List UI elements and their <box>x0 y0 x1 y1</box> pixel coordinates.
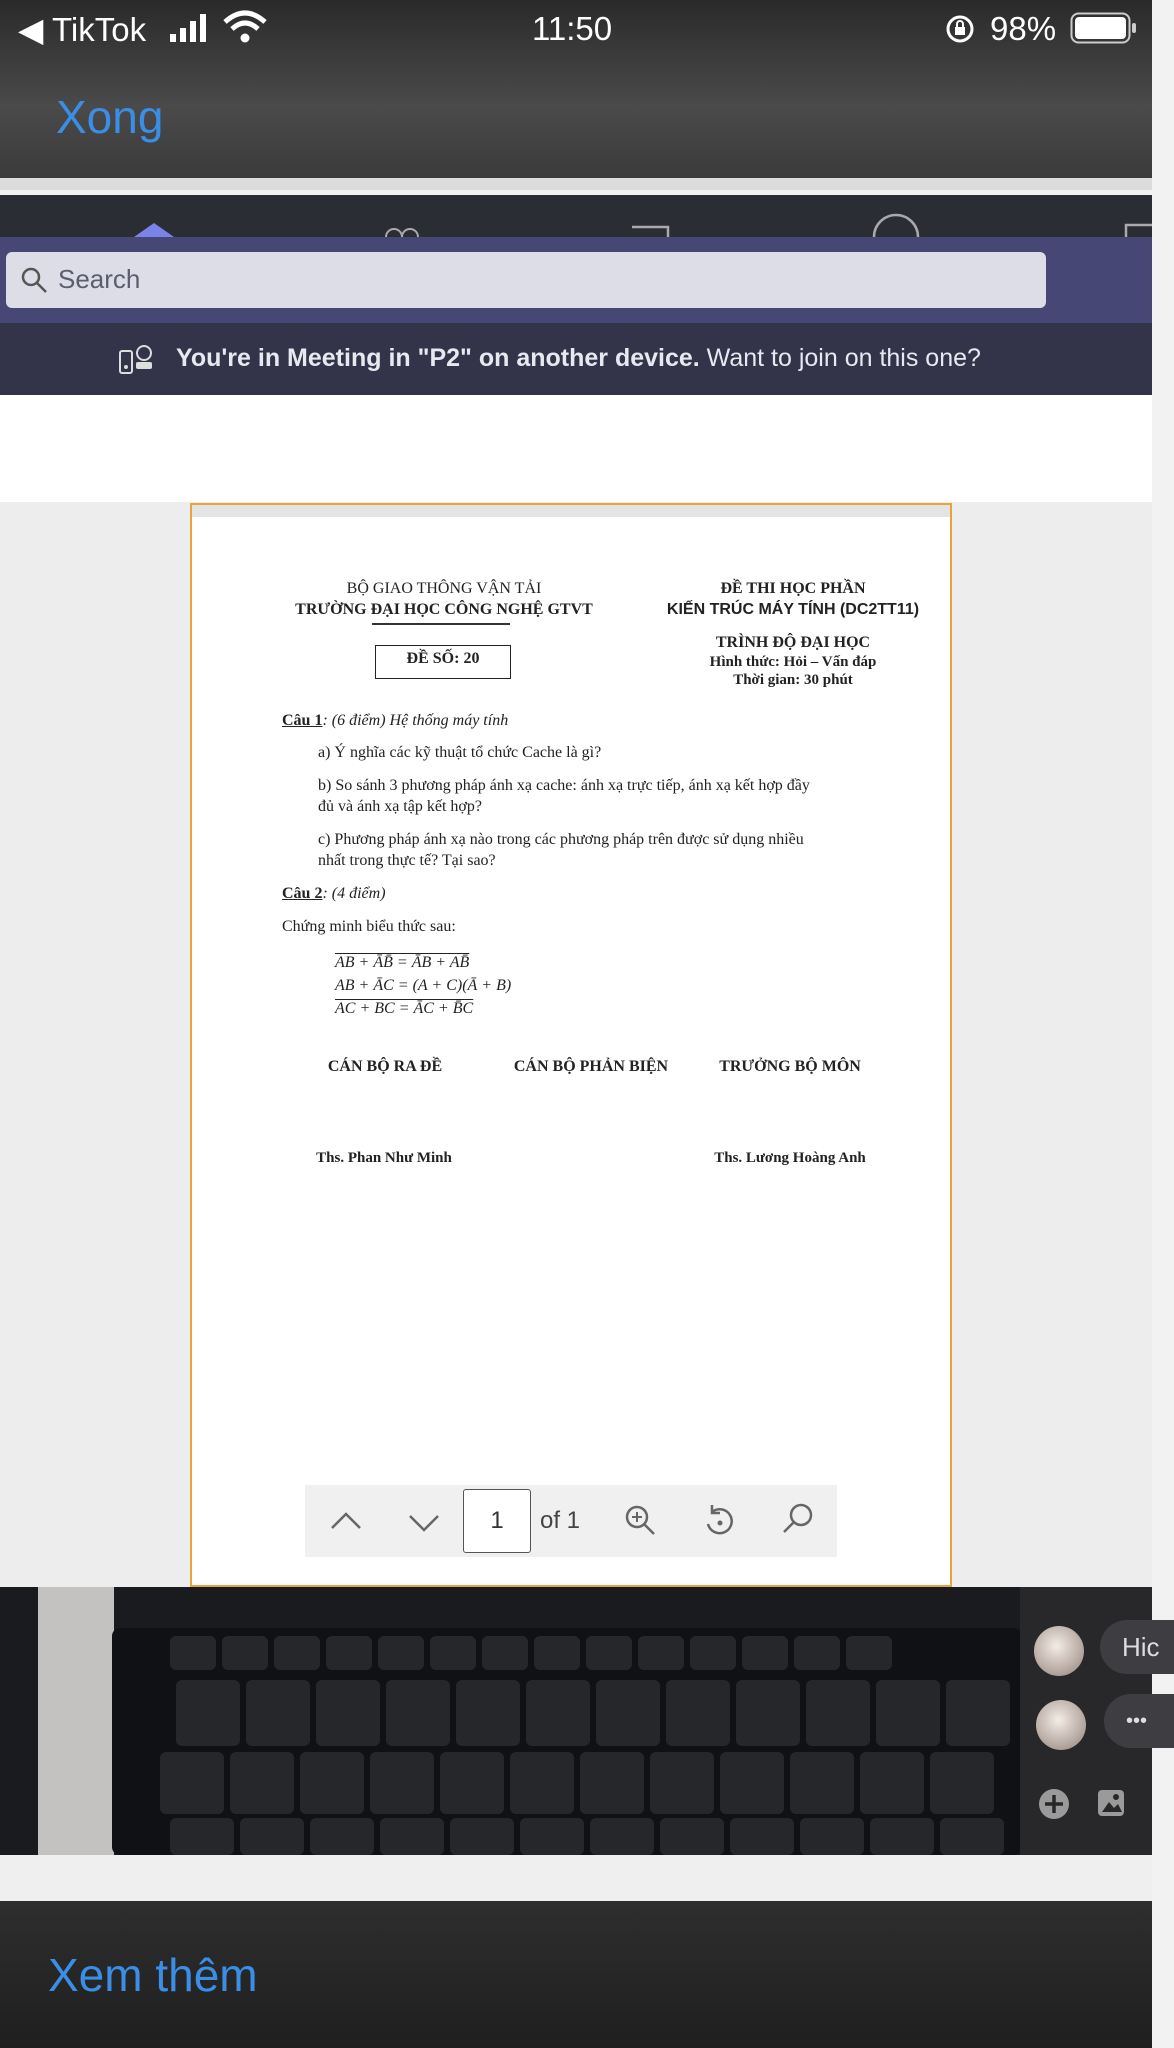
rotate-button[interactable] <box>700 1502 740 1542</box>
keyboard-key <box>526 1680 590 1746</box>
battery-percent: 98% <box>990 10 1057 47</box>
keyboard-key <box>274 1636 320 1670</box>
back-to-app-link[interactable]: ◀ TikTok <box>18 11 147 48</box>
next-page-button[interactable] <box>404 1502 444 1542</box>
question-1c-line1: c) Phương pháp ánh xạ nào trong các phương pháp trên được sử dụng nhiều <box>318 831 804 848</box>
keyboard-key <box>806 1680 870 1746</box>
underline <box>372 623 510 625</box>
divider <box>0 178 1152 190</box>
prove-instruction: Chứng minh biểu thức sau: <box>282 918 456 935</box>
keyboard-key <box>510 1752 574 1814</box>
divider <box>0 1855 1152 1901</box>
keyboard-key <box>650 1752 714 1814</box>
calendar-tab-icon[interactable] <box>872 221 920 237</box>
keyboard-key <box>222 1636 268 1670</box>
banner-bold-text: You're in Meeting in "P2" on another device. <box>176 344 700 372</box>
keyboard-key <box>440 1752 504 1814</box>
keyboard-key <box>316 1680 380 1746</box>
keyboard-key <box>586 1636 632 1670</box>
signer-right: Ths. Lương Hoàng Anh <box>714 1150 866 1166</box>
chat-tab-icon[interactable] <box>384 225 420 237</box>
exam-duration: Thời gian: 30 phút <box>733 672 853 688</box>
keyboard-key <box>790 1752 854 1814</box>
question-2-text: : (4 điểm) <box>322 885 386 902</box>
rotation-lock-icon <box>944 13 976 45</box>
clock: 11:50 <box>532 10 613 47</box>
question-2-label: Câu 2 <box>282 885 323 902</box>
keyboard-key <box>794 1636 840 1670</box>
keyboard-key <box>326 1636 372 1670</box>
keyboard-key <box>482 1636 528 1670</box>
keyboard-key <box>160 1752 224 1814</box>
equation-3: AC + BC = ĀC + B̄C <box>335 1000 474 1017</box>
keyboard-key <box>380 1818 444 1855</box>
video-left-edge <box>38 1587 114 1855</box>
keyboard-key <box>860 1752 924 1814</box>
keyboard-key <box>690 1636 736 1670</box>
typing-indicator: ••• <box>1126 1710 1148 1732</box>
keyboard-key <box>930 1752 994 1814</box>
keyboard-key <box>450 1818 514 1855</box>
content-area <box>0 395 1152 502</box>
teams-nav-bar <box>0 195 1152 237</box>
keyboard-key <box>660 1818 724 1855</box>
level: TRÌNH ĐỘ ĐẠI HỌC <box>715 634 871 651</box>
chat-bubble[interactable] <box>1100 1620 1174 1674</box>
keyboard-key <box>876 1680 940 1746</box>
keyboard-key <box>800 1818 864 1855</box>
signature-title-author: CÁN BỘ RA ĐỀ <box>327 1058 443 1075</box>
search-placeholder: Search <box>58 264 141 294</box>
keyboard-key <box>520 1818 584 1855</box>
see-more-button[interactable]: Xem thêm <box>48 1949 258 2001</box>
add-icon[interactable] <box>1036 1786 1072 1822</box>
meeting-banner-text <box>176 344 981 373</box>
keyboard-key <box>596 1680 660 1746</box>
done-button[interactable]: Xong <box>56 91 164 143</box>
avatar[interactable] <box>1034 1626 1084 1676</box>
question-2-header <box>282 885 386 903</box>
keyboard-key <box>742 1636 788 1670</box>
avatar[interactable] <box>1036 1700 1086 1750</box>
search-input[interactable] <box>6 252 1046 308</box>
chat-bubble-text: Hic <box>1122 1632 1160 1662</box>
course-name: KIẾN TRÚC MÁY TÍNH (DC2TT11) <box>666 601 920 618</box>
keyboard-key <box>386 1680 450 1746</box>
question-1-label: Câu 1 <box>282 712 323 729</box>
question-1a: a) Ý nghĩa các kỹ thuật tổ chức Cache là gì? <box>318 744 602 761</box>
keyboard-key <box>456 1680 520 1746</box>
exam-title: ĐỀ THI HỌC PHẦN <box>720 580 866 597</box>
keyboard-key <box>846 1636 892 1670</box>
search-icon <box>20 266 48 294</box>
keyboard-key <box>730 1818 794 1855</box>
keyboard-key <box>240 1818 304 1855</box>
keyboard-key <box>666 1680 730 1746</box>
signal-icon <box>168 14 218 42</box>
battery-icon <box>1070 12 1138 44</box>
keyboard-key <box>230 1752 294 1814</box>
keyboard-key <box>300 1752 364 1814</box>
keyboard-key <box>430 1636 476 1670</box>
previous-page-button[interactable] <box>326 1502 366 1542</box>
keyboard-key <box>170 1636 216 1670</box>
keyboard-key <box>870 1818 934 1855</box>
teams-tab-icon[interactable] <box>630 225 670 237</box>
keyboard-key <box>638 1636 684 1670</box>
keyboard-key <box>736 1680 800 1746</box>
gallery-icon[interactable] <box>1094 1786 1130 1822</box>
equation-1: AB + ĀB̄ = ĀB + AB̄ <box>335 954 470 971</box>
find-button[interactable] <box>778 1500 818 1540</box>
page-number-input[interactable]: 1 <box>463 1489 531 1553</box>
question-1b-line2: đủ và ánh xạ tập kết hợp? <box>318 798 482 815</box>
exam-number: ĐỀ SỐ: 20 <box>406 650 480 667</box>
keyboard-key <box>378 1636 424 1670</box>
question-1-header <box>282 712 508 730</box>
wifi-icon <box>222 10 268 44</box>
equation-2: AB + ĀC = (A + C)(Ā + B) <box>335 977 512 994</box>
question-1c-line2: nhất trong thực tế? Tại sao? <box>318 852 496 869</box>
back-app-label: TikTok <box>51 11 147 48</box>
signer-left: Ths. Phan Như Minh <box>316 1150 452 1166</box>
keyboard-key <box>310 1818 374 1855</box>
question-1-text: : (6 điểm) Hệ thống máy tính <box>322 712 509 729</box>
keyboard-key <box>946 1680 1010 1746</box>
zoom-in-button[interactable] <box>620 1500 660 1540</box>
signature-title-head: TRƯỞNG BỘ MÔN <box>719 1058 861 1075</box>
keyboard-key <box>370 1752 434 1814</box>
keyboard-key <box>720 1752 784 1814</box>
keyboard-key <box>534 1636 580 1670</box>
keyboard-key <box>580 1752 644 1814</box>
page-top-strip <box>192 505 950 517</box>
keyboard-key <box>176 1680 240 1746</box>
keyboard-key <box>246 1680 310 1746</box>
typing-bubble <box>1104 1694 1174 1748</box>
university-name: TRƯỜNG ĐẠI HỌC CÔNG NGHỆ GTVT <box>295 601 593 618</box>
device-meeting-icon <box>118 343 154 375</box>
banner-join-link[interactable]: Want to join on this one? <box>699 344 981 372</box>
page-count: of 1 <box>540 1507 581 1534</box>
keyboard-key <box>170 1818 234 1855</box>
activity-tab-icon[interactable] <box>132 223 176 237</box>
signature-title-reviewer: CÁN BỘ PHẢN BIỆN <box>513 1058 669 1075</box>
keyboard-key <box>590 1818 654 1855</box>
ministry-name: BỘ GIAO THÔNG VẬN TẢI <box>346 580 542 597</box>
keyboard-key <box>940 1818 1004 1855</box>
more-tab-icon[interactable] <box>1124 223 1152 237</box>
question-1b-line1: b) So sánh 3 phương pháp ánh xạ cache: ánh xạ trực tiếp, ánh xạ kết hợp đầy <box>318 777 810 794</box>
exam-format: Hình thức: Hỏi – Vấn đáp <box>709 654 877 670</box>
